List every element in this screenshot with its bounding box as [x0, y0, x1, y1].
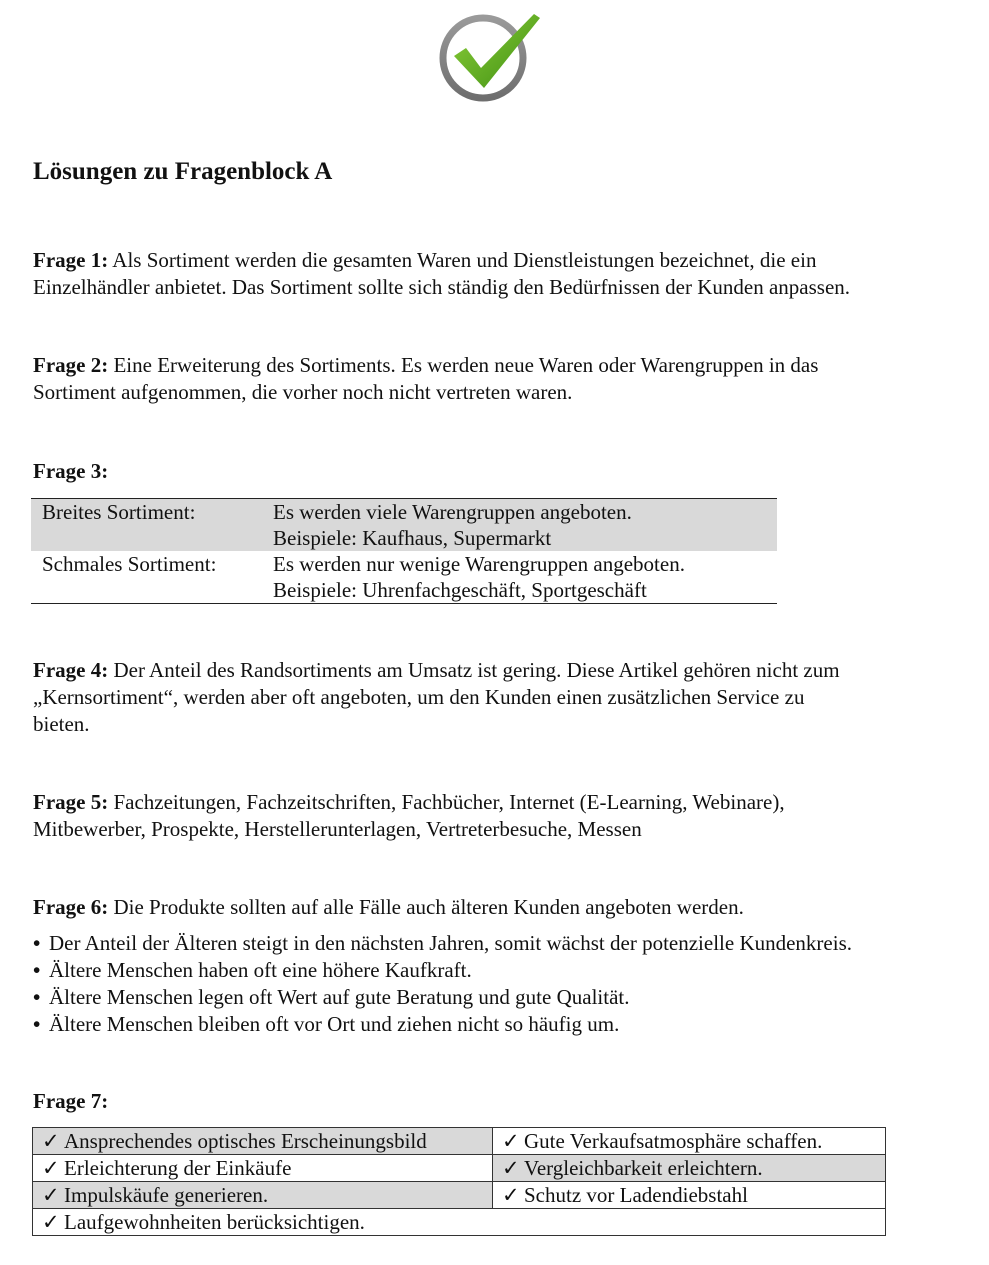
table-row [33, 1182, 886, 1209]
check-icon: ✓ [502, 1156, 520, 1180]
table-cell [493, 1128, 886, 1155]
question-2 [33, 352, 953, 406]
table-row [33, 1209, 886, 1236]
table-cell [493, 1182, 886, 1209]
question-4-label: Frage 4: [33, 658, 109, 682]
table-cell-description [273, 551, 777, 604]
list-item-text: Ältere Menschen haben oft eine höhere Kaufkraft. [49, 958, 472, 982]
question-7-table [32, 1127, 886, 1236]
question-5 [33, 789, 953, 843]
description-line-1: Es werden nur wenige Warengruppen angeboten. [273, 552, 685, 576]
table-cell [33, 1209, 886, 1236]
table-row [33, 1155, 886, 1182]
list-item [33, 957, 852, 984]
check-icon: ✓ [502, 1183, 520, 1207]
page-title: Lösungen zu Fragenblock A [33, 158, 333, 185]
question-4 [33, 657, 953, 738]
table-cell-text: Schutz vor Ladendiebstahl [524, 1183, 748, 1207]
question-5-line-2: Mitbewerber, Prospekte, Herstellerunterlagen, Vertreterbesuche, Messen [33, 817, 642, 841]
description-line-2: Beispiele: Kaufhaus, Supermarkt [273, 526, 552, 550]
bullet-icon: • [33, 958, 41, 982]
check-icon: ✓ [42, 1183, 60, 1207]
checkmark-circle-icon [436, 10, 546, 102]
list-item-text: Ältere Menschen bleiben oft vor Ort und ziehen nicht so häufig um. [49, 1012, 620, 1036]
table-cell [493, 1155, 886, 1182]
table-cell [33, 1128, 493, 1155]
question-4-line-1: Der Anteil des Randsortiments am Umsatz ist gering. Diese Artikel gehören nicht zum [108, 658, 840, 682]
question-2-label: Frage 2: [33, 353, 109, 377]
question-6-intro: Die Produkte sollten auf alle Fälle auch älteren Kunden angeboten werden. [108, 895, 744, 919]
question-5-line-1: Fachzeitungen, Fachzeitschriften, Fachbücher, Internet (E-Learning, Webinare), [108, 790, 785, 814]
question-3-label: Frage 3: [33, 459, 109, 483]
table-cell-term: Schmales Sortiment: [42, 552, 217, 576]
bullet-icon: • [33, 985, 41, 1009]
question-1-label: Frage 1: [33, 248, 109, 272]
table-row [31, 499, 777, 552]
bullet-icon: • [33, 1012, 41, 1036]
question-6-label: Frage 6: [33, 895, 109, 919]
question-1 [33, 247, 953, 301]
table-cell [33, 1155, 493, 1182]
check-icon: ✓ [42, 1156, 60, 1180]
question-6-list [33, 930, 852, 1038]
check-icon: ✓ [502, 1129, 520, 1153]
question-7-label: Frage 7: [33, 1089, 109, 1113]
table-cell-description [273, 499, 777, 552]
question-1-line-2: Einzelhändler anbietet. Das Sortiment sollte sich ständig den Bedürfnissen der Kunden anpassen. [33, 275, 851, 299]
question-6 [33, 894, 953, 921]
question-4-line-3: bieten. [33, 712, 90, 736]
list-item [33, 984, 852, 1011]
list-item [33, 1011, 852, 1038]
table-cell-text: Gute Verkaufsatmosphäre schaffen. [524, 1129, 823, 1153]
question-5-label: Frage 5: [33, 790, 109, 814]
table-cell-text: Impulskäufe generieren. [64, 1183, 269, 1207]
description-line-2: Beispiele: Uhrenfachgeschäft, Sportgeschäft [273, 578, 647, 602]
table-cell-text: Vergleichbarkeit erleichtern. [524, 1156, 763, 1180]
description-line-1: Es werden viele Warengruppen angeboten. [273, 500, 632, 524]
question-4-line-2: „Kernsortiment“, werden aber oft angeboten, um den Kunden einen zusätzlichen Service zu [33, 685, 805, 709]
table-row [31, 551, 777, 604]
table-row [33, 1128, 886, 1155]
table-cell-text: Ansprechendes optisches Erscheinungsbild [64, 1129, 427, 1153]
question-2-line-1: Eine Erweiterung des Sortiments. Es werden neue Waren oder Warengruppen in das [108, 353, 819, 377]
check-icon: ✓ [42, 1210, 60, 1234]
check-icon: ✓ [42, 1129, 60, 1153]
question-1-line-1: Als Sortiment werden die gesamten Waren und Dienstleistungen bezeichnet, die ein [108, 248, 817, 272]
table-cell [33, 1182, 493, 1209]
list-item-text: Der Anteil der Älteren steigt in den nächsten Jahren, somit wächst der potenzielle Kundenkreis. [49, 931, 853, 955]
table-cell-text: Erleichterung der Einkäufe [64, 1156, 292, 1180]
list-item [33, 930, 852, 957]
list-item-text: Ältere Menschen legen oft Wert auf gute Beratung und gute Qualität. [49, 985, 630, 1009]
question-2-line-2: Sortiment aufgenommen, die vorher noch nicht vertreten waren. [33, 380, 573, 404]
table-cell-text: Laufgewohnheiten berücksichtigen. [64, 1210, 365, 1234]
bullet-icon: • [33, 931, 41, 955]
table-cell-term: Breites Sortiment: [31, 499, 273, 552]
question-3-table [31, 498, 777, 604]
